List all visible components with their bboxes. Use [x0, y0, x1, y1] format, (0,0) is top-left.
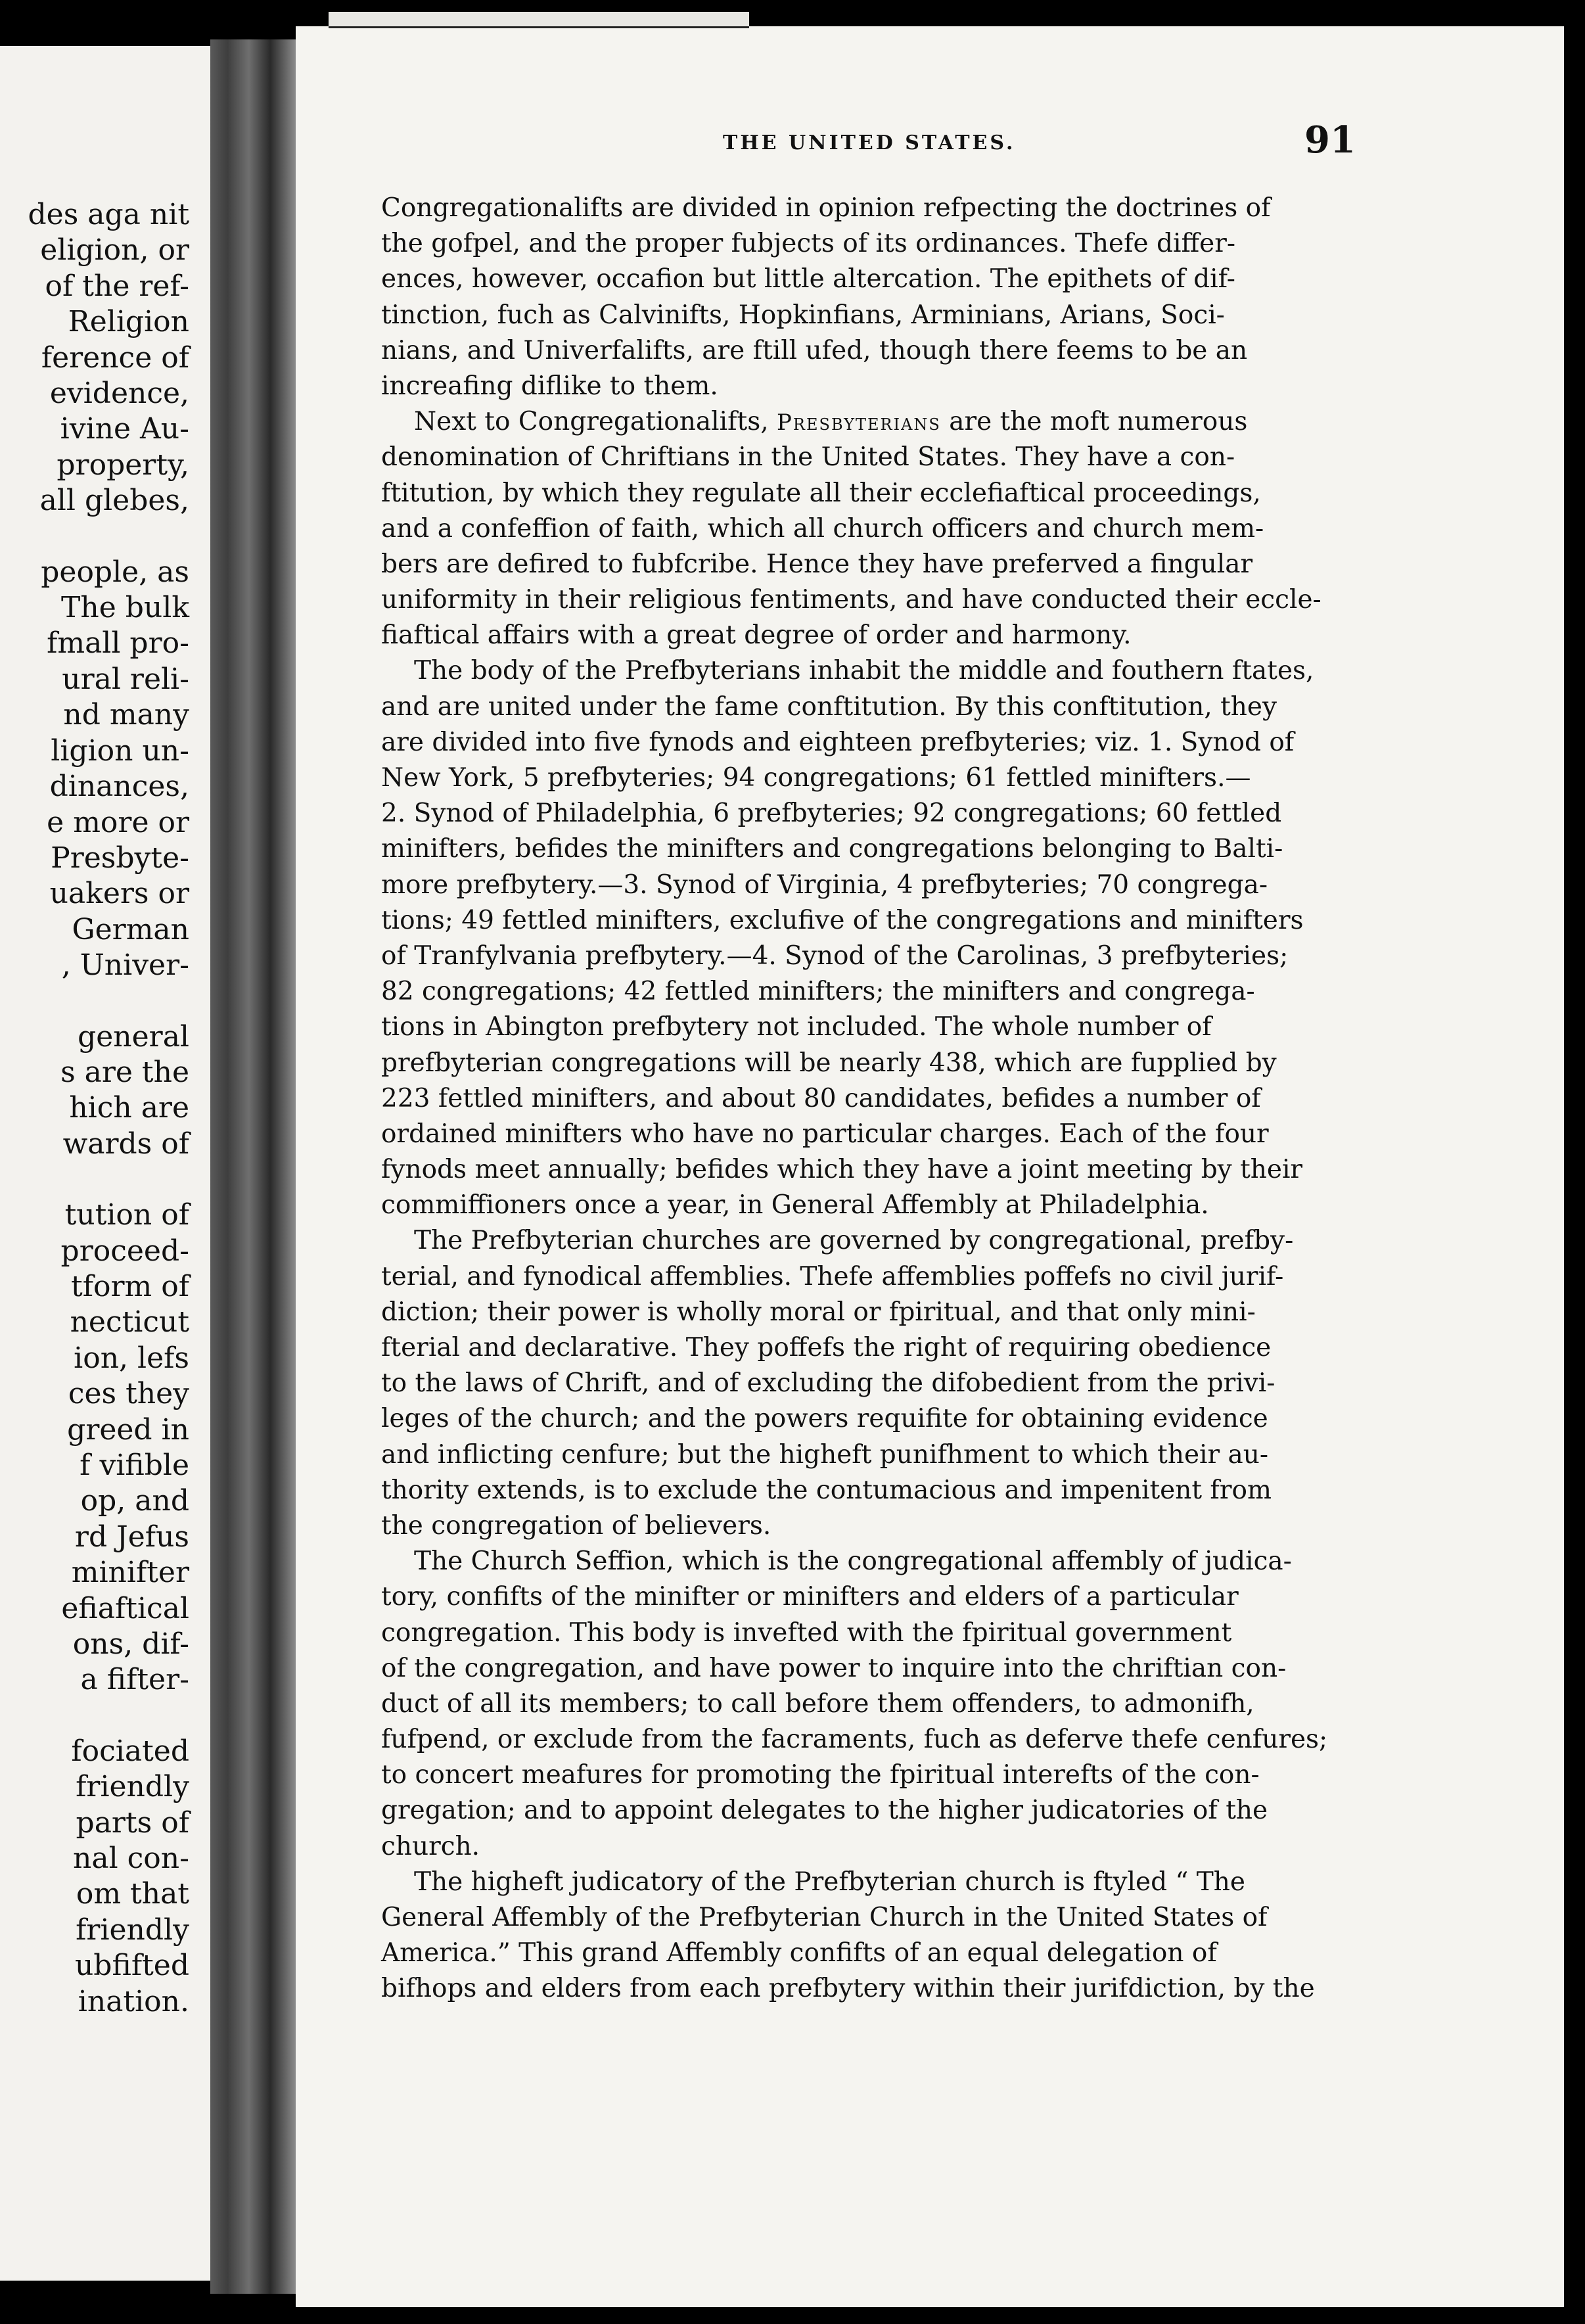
left-page-line: hich are — [69, 1091, 189, 1125]
body-line: tions in Abington prefbytery not included. The whole number of — [381, 1012, 1212, 1042]
body-line-text: Next to Congregationalifts, — [414, 407, 777, 437]
left-page-line: s are the — [60, 1055, 189, 1089]
left-page-text — [0, 197, 189, 2020]
left-page-line: German — [72, 912, 189, 946]
left-page-line: ural reli- — [62, 662, 189, 696]
left-page-line: Presbyte- — [51, 841, 189, 875]
left-page-line: fociated — [71, 1734, 189, 1768]
body-line: leges of the church; and the powers requifite for obtaining evidence — [381, 1404, 1268, 1434]
body-line: of the congregation, and have power to inquire into the chriftian con- — [381, 1653, 1287, 1683]
left-page-line: friendly — [76, 1913, 189, 1947]
body-line: commiffioners once a year, in General Affembly at Philadelphia. — [381, 1190, 1209, 1220]
body-line: The higheft judicatory of the Prefbyterian church is ftyled “ The — [414, 1867, 1246, 1897]
left-page-line: minifter — [71, 1556, 189, 1590]
left-page-line: property, — [57, 448, 189, 482]
left-page-line: ubfifted — [74, 1949, 189, 1983]
left-page-line: uakers or — [49, 877, 189, 911]
body-line: the congregation of believers. — [381, 1510, 771, 1541]
body-line: are divided into five fynods and eighteen prefbyteries; viz. 1. Synod of — [381, 727, 1295, 757]
left-page-line: nal con- — [73, 1842, 189, 1876]
body-line: fiaftical affairs with a great degree of order and harmony. — [381, 620, 1132, 651]
body-line: tory, confifts of the minifter or minifters and elders of a particular — [381, 1582, 1239, 1612]
body-line: New York, 5 prefbyteries; 94 congregations; 61 fettled minifters.— — [381, 763, 1251, 793]
left-page-line: nd many — [63, 698, 189, 732]
body-line: congregation. This body is invefted with the fpiritual government — [381, 1617, 1232, 1648]
body-line: fufpend, or exclude from the facraments, fuch as deferve thefe cenfures; — [381, 1725, 1328, 1755]
page-number: 91 — [1304, 118, 1356, 162]
body-line: ordained minifters who have no particular charges. Each of the four — [381, 1119, 1269, 1149]
left-page-line — [0, 984, 189, 1019]
body-line: tinction, fuch as Calvinifts, Hopkinfians, Arminians, Arians, Soci- — [381, 300, 1225, 330]
body-line: prefbyterian congregations will be nearly 438, which are fupplied by — [381, 1048, 1277, 1078]
left-facing-page — [0, 46, 210, 2281]
left-page-line: a fifter- — [80, 1663, 189, 1697]
body-line: Congregationalifts are divided in opinion refpecting the doctrines of — [381, 193, 1271, 223]
body-line: the gofpel, and the proper fubjects of its ordinances. Thefe differ- — [381, 229, 1236, 259]
body-line: more prefbytery.—3. Synod of Virginia, 4 prefbyteries; 70 congrega- — [381, 870, 1268, 900]
body-line: denomination of Chriftians in the United States. They have a con- — [381, 442, 1235, 473]
top-edge-strip — [329, 12, 749, 28]
body-line: to the laws of Chrift, and of excluding the difobedient from the privi- — [381, 1368, 1275, 1399]
body-line: ftitution, by which they regulate all their ecclefiaftical proceedings, — [381, 478, 1261, 508]
body-line: increafing diflike to them. — [381, 371, 718, 401]
body-line: America.” This grand Affembly confifts of an equal delegation of — [381, 1938, 1217, 1968]
left-page-line: Religion — [68, 305, 189, 339]
left-page-line — [0, 1698, 189, 1734]
body-line: diction; their power is wholly moral or fpiritual, and that only mini- — [381, 1297, 1256, 1327]
body-line: The Prefbyterian churches are governed by congregational, prefby- — [414, 1226, 1294, 1256]
body-line: to concert meafures for promoting the fpiritual interefts of the con- — [381, 1760, 1260, 1790]
body-line: gregation; and to appoint delegates to the higher judicatories of the — [381, 1796, 1268, 1826]
body-line: duct of all its members; to call before them offenders, to admonifh, — [381, 1688, 1254, 1719]
body-line: ences, however, occafion but little altercation. The epithets of dif- — [381, 264, 1235, 294]
body-line: 223 fettled minifters, and about 80 candidates, befides a number of — [381, 1083, 1261, 1113]
body-line: thority extends, is to exclude the contumacious and impenitent from — [381, 1475, 1272, 1505]
left-page-line: wards of — [62, 1127, 189, 1161]
left-page-line: ces they — [68, 1377, 189, 1411]
left-page-line: ference of — [41, 340, 189, 375]
left-page-line: friendly — [76, 1770, 189, 1804]
body-line: fterial and declarative. They poffefs the right of requiring obedience — [381, 1333, 1272, 1362]
body-line: The body of the Prefbyterians inhabit the middle and fouthern ftates, — [414, 656, 1314, 686]
left-page-line: f vifible — [80, 1449, 189, 1482]
left-page-line: proceed- — [60, 1234, 189, 1268]
body-line: and inflicting cenfure; but the higheft punifhment to which their au- — [381, 1439, 1269, 1470]
left-page-line: op, and — [80, 1484, 189, 1518]
left-page-line: rd Jefus — [74, 1520, 189, 1554]
body-line: and are united under the fame conftitution. By this conftitution, they — [381, 691, 1277, 722]
body-line: tions; 49 fettled minifters, exclufive of the congregations and minifters — [381, 905, 1304, 935]
left-page-line — [0, 519, 189, 555]
body-line — [381, 404, 1367, 440]
body-text — [381, 191, 1367, 2007]
body-line: and a confeffion of faith, which all church officers and church mem- — [381, 513, 1264, 544]
running-head: THE UNITED STATES. — [723, 131, 1016, 154]
body-line: uniformity in their religious fentiments, and have conducted their eccle- — [381, 585, 1321, 615]
body-line: 82 congregations; 42 fettled minifters; the minifters and congrega- — [381, 977, 1255, 1007]
left-page-line: dinances, — [49, 770, 189, 804]
left-page-line: des aga nit — [28, 198, 189, 231]
left-page-line: ligion un- — [51, 733, 189, 768]
left-page-line: parts of — [76, 1805, 189, 1840]
left-page-line: fmall pro- — [47, 626, 189, 661]
left-page-line: e more or — [47, 805, 189, 839]
body-line: fynods meet annually; befides which they have a joint meeting by their — [381, 1155, 1303, 1185]
left-page-line: ivine Au- — [60, 412, 189, 446]
body-line: minifters, befides the minifters and congregations belonging to Balti- — [381, 834, 1283, 864]
left-page-line: evidence, — [49, 377, 189, 411]
left-page-line: om that — [76, 1877, 189, 1911]
left-page-line: general — [78, 1019, 189, 1054]
body-line: General Affembly of the Prefbyterian Church in the United States of — [381, 1903, 1268, 1932]
body-line: nians, and Univerfalifts, are ftill ufed, though there feems to be an — [381, 335, 1248, 365]
left-page-line: of the ref- — [45, 269, 189, 303]
body-line: of Tranfylvania prefbytery.—4. Synod of the Carolinas, 3 prefbyteries; — [381, 941, 1289, 971]
left-page-line: ons, dif- — [72, 1627, 189, 1662]
left-page-line: all glebes, — [39, 484, 189, 518]
body-line: church. — [381, 1831, 480, 1861]
left-page-line: eligion, or — [40, 233, 189, 267]
book-gutter — [210, 39, 296, 2294]
body-line: 2. Synod of Philadelphia, 6 prefbyteries; 92 congregations; 60 fettled — [381, 799, 1282, 829]
body-line-text: are the moft numerous — [940, 407, 1248, 437]
left-page-line: people, as — [41, 555, 189, 589]
body-line: terial, and fynodical affemblies. Thefe affemblies poffefs no civil jurif- — [381, 1261, 1284, 1291]
left-page-line: tform of — [71, 1269, 189, 1303]
left-page-line: ination. — [78, 1984, 189, 2018]
left-page-line: ion, lefs — [74, 1341, 189, 1375]
body-line: The Church Seffion, which is the congregational affembly of judica- — [414, 1546, 1292, 1577]
left-page-line: The bulk — [61, 591, 189, 625]
left-page-line: efiaftical — [61, 1591, 189, 1625]
left-page-line — [0, 1162, 189, 1197]
left-page-line: , Univer- — [61, 948, 189, 983]
small-caps-term: Presbyterians — [777, 409, 941, 436]
left-page-line: tution of — [64, 1198, 189, 1232]
left-page-line: greed in — [67, 1412, 189, 1447]
body-line: bifhops and elders from each prefbytery within their jurifdiction, by the — [381, 1974, 1315, 2004]
left-page-line: necticut — [70, 1305, 189, 1339]
body-line: bers are defired to fubfcribe. Hence they have preferved a fingular — [381, 549, 1253, 579]
